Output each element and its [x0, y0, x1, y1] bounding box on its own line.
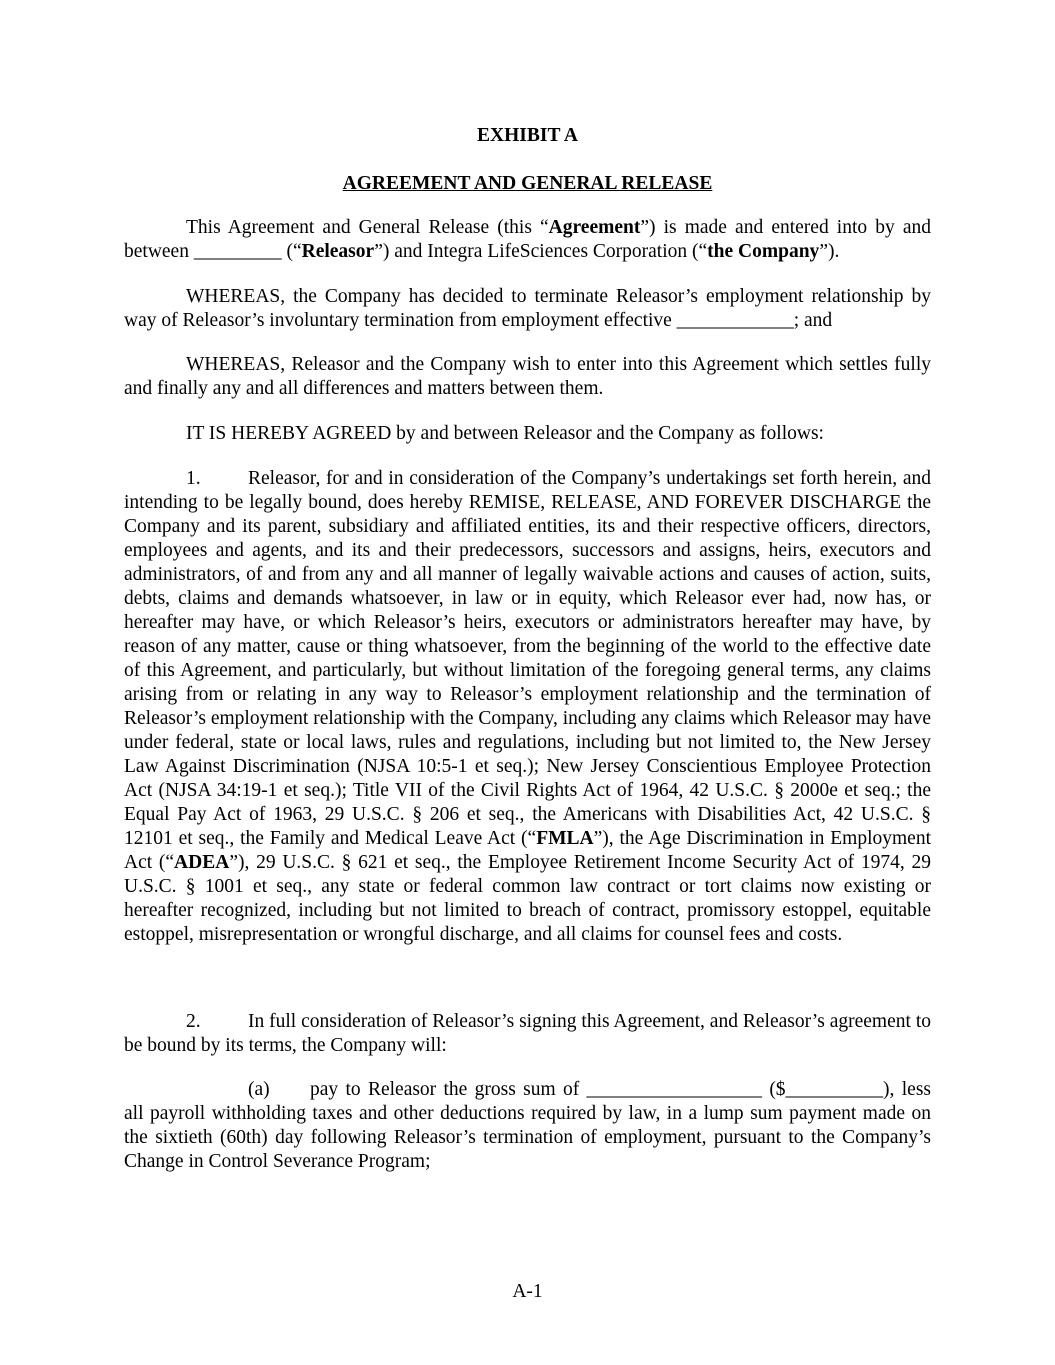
- agreed-paragraph: IT IS HEREBY AGREED by and between Releasor and the Company as follows:: [186, 423, 824, 444]
- section-2a-text: pay to Releasor the gross sum of __________________ ($__________), less all payroll withholding taxes and other deductions required by law, in a lump sum payment made on the sixtieth (60th) day following Releasor’s termination of employment, pursuant to the Company’s Change in Control Severance Program;: [124, 1079, 931, 1172]
- section-2-number: 2.: [186, 1011, 201, 1032]
- company-term: the Company: [707, 241, 820, 262]
- releasor-term: Releasor: [301, 241, 375, 262]
- section-1-text-2: ”), the Age Discrimination in Employment Act (“: [124, 828, 931, 873]
- agreement-term: Agreement: [548, 217, 641, 238]
- exhibit-title: EXHIBIT A: [477, 125, 578, 146]
- intro-text-3: ”) and Integra LifeSciences Corporation (“: [374, 241, 708, 262]
- fmla-term: FMLA: [536, 828, 594, 849]
- adea-term: ADEA: [174, 852, 230, 873]
- section-2a-paragraph: [124, 1078, 931, 1174]
- whereas-paragraph-1: WHEREAS, the Company has decided to terminate Releasor’s employment relationship by way of Releasor’s involuntary termination from employment effective ____________; and: [124, 286, 931, 331]
- intro-text-4: ”).: [819, 241, 840, 262]
- section-2-text: In full consideration of Releasor’s signing this Agreement, and Releasor’s agreement to be bound by its terms, the Company will:: [124, 1011, 931, 1056]
- section-1-text-1: Releasor, for and in consideration of the Company’s undertakings set forth herein, and intending to be legally bound, does hereby REMISE, RELEASE, AND FOREVER DISCHARGE the Company and its parent, subsidiary and affiliated entities, its and their respective officers, directors, employees and agents, and its and their predecessors, successors and assigns, heirs, executors and administrators, of and from any and all manner of legally waivable actions and causes of action, suits, debts, claims and demands whatsoever, in law or in equity, which Releasor ever had, now has, or hereafter may have, or which Releasor’s heirs, executors or administrators hereafter may have, by reason of any matter, cause or thing whatsoever, from the beginning of the world to the effective date of this Agreement, and particularly, but without limitation of the foregoing general terms, any claims arising from or relating in any way to Releasor’s employment relationship and the termination of Releasor’s employment relationship with the Company, including any claims which Releasor may have under federal, state or local laws, rules and regulations, including but not limited to, the New Jersey Law Against Discrimination (NJSA 10:5-1 et seq.); New Jersey Conscientious Employee Protection Act (NJSA 34:19-1 et seq.); Title VII of the Civil Rights Act of 1964, 42 U.S.C. § 2000e et seq.; the Equal Pay Act of 1963, 29 U.S.C. § 206 et seq., the Americans with Disabilities Act, 42 U.S.C. § 12101 et seq., the Family and Medical Leave Act (“: [124, 468, 931, 849]
- agreement-title: AGREEMENT AND GENERAL RELEASE: [342, 173, 713, 194]
- whereas-paragraph-2: WHEREAS, Releasor and the Company wish to enter into this Agreement which settles fully and finally any and all differences and matters between them.: [124, 354, 931, 399]
- section-1-number: 1.: [186, 468, 201, 489]
- section-2-paragraph: [124, 1010, 931, 1058]
- page-number: A-1: [512, 1281, 543, 1302]
- section-1-paragraph: [124, 467, 931, 947]
- intro-paragraph: [124, 216, 931, 264]
- intro-text-2: ”) is made and entered into by and between _________ (“: [124, 217, 931, 262]
- section-1-text-3: ”), 29 U.S.C. § 621 et seq., the Employee Retirement Income Security Act of 1974, 29 U.S.C. § 1001 et seq., any state or federal common law contract or tort claims now existing or hereafter recognized, including but not limited to breach of contract, promissory estoppel, equitable estoppel, misrepresentation or wrongful discharge, and all claims for counsel fees and costs.: [124, 852, 931, 945]
- intro-text-1: This Agreement and General Release (this “: [186, 217, 549, 238]
- section-2a-label: (a): [248, 1079, 270, 1100]
